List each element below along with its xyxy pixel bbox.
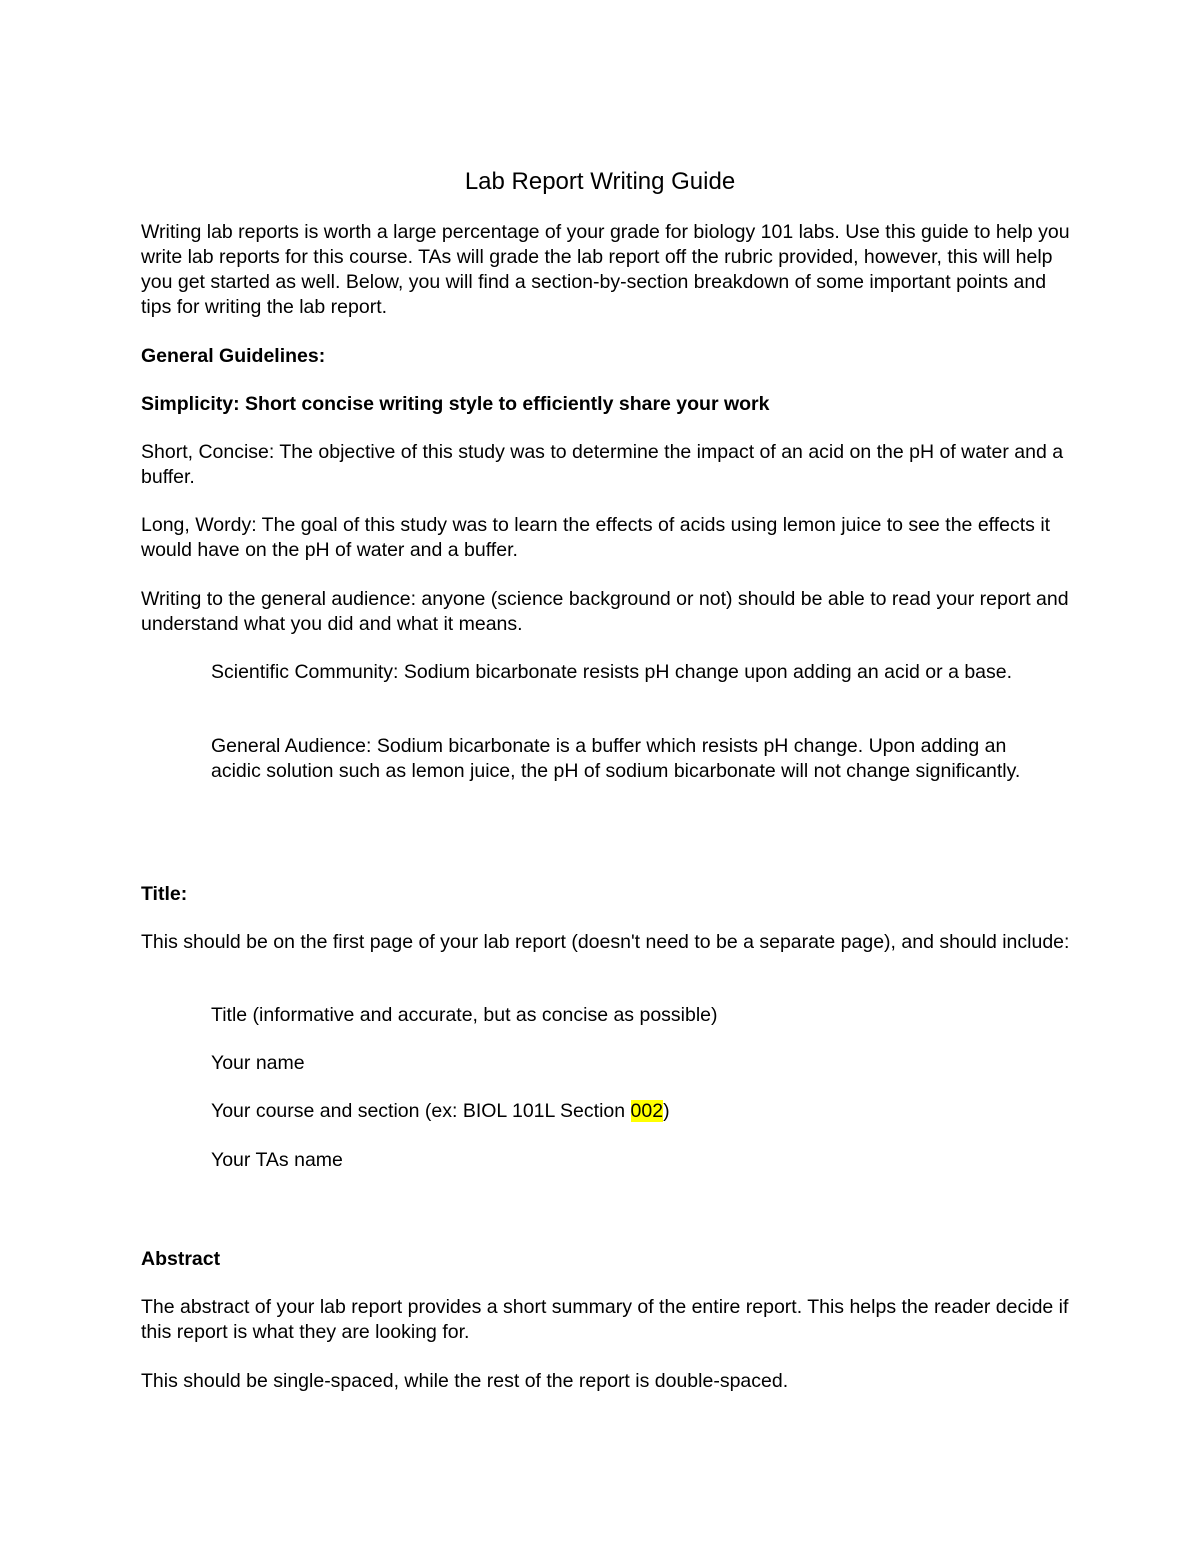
ta-name-item: Your TAs name xyxy=(211,1149,343,1171)
name-item: Your name xyxy=(211,1052,305,1074)
abstract-paragraph: The abstract of your lab report provides a short summary of the entire report. This helps the reader decide if this report is what they are looking for. xyxy=(141,1296,1069,1343)
intro-paragraph: Writing lab reports is worth a large percentage of your grade for biology 101 labs. Use this guide to help you write lab reports for this course. TAs will grade the lab report off the rubric provided, however, this will help you get started as well. Below, you will find a section-by-section breakdown of some important points and tips for writing the lab report. xyxy=(141,221,1070,318)
scientific-community-example: Scientific Community: Sodium bicarbonate resists pH change upon adding an acid or a base. xyxy=(211,661,1013,683)
simplicity-heading: Simplicity: Short concise writing style to efficiently share your work xyxy=(141,393,770,415)
document-title: Lab Report Writing Guide xyxy=(464,168,736,195)
course-item xyxy=(211,1099,1061,1124)
title-section-heading: Title: xyxy=(141,883,188,905)
abstract-spacing-note: This should be single-spaced, while the rest of the report is double-spaced. xyxy=(141,1370,789,1392)
general-audience-example: General Audience: Sodium bicarbonate is a buffer which resists pH change. Upon adding an acidic solution such as lemon juice, the pH of sodium bicarbonate will not change significantly. xyxy=(211,735,1021,782)
abstract-heading: Abstract xyxy=(141,1248,221,1270)
short-concise-example: Short, Concise: The objective of this study was to determine the impact of an acid on the pH of water and a buffer. xyxy=(141,441,1064,488)
general-audience-paragraph: Writing to the general audience: anyone (science background or not) should be able to read your report and understand what you did and what it means. xyxy=(141,588,1069,635)
course-item-suffix: ) xyxy=(663,1100,670,1122)
section-number-highlight: 002 xyxy=(630,1100,664,1122)
course-item-prefix: Your course and section (ex: BIOL 101L Section xyxy=(211,1100,631,1122)
general-guidelines-heading: General Guidelines: xyxy=(141,345,326,367)
title-section-paragraph: This should be on the first page of your lab report (doesn't need to be a separate page), and should include: xyxy=(141,931,1070,953)
title-item: Title (informative and accurate, but as concise as possible) xyxy=(211,1004,718,1026)
long-wordy-example: Long, Wordy: The goal of this study was to learn the effects of acids using lemon juice to see the effects it would have on the pH of water and a buffer. xyxy=(141,514,1051,561)
